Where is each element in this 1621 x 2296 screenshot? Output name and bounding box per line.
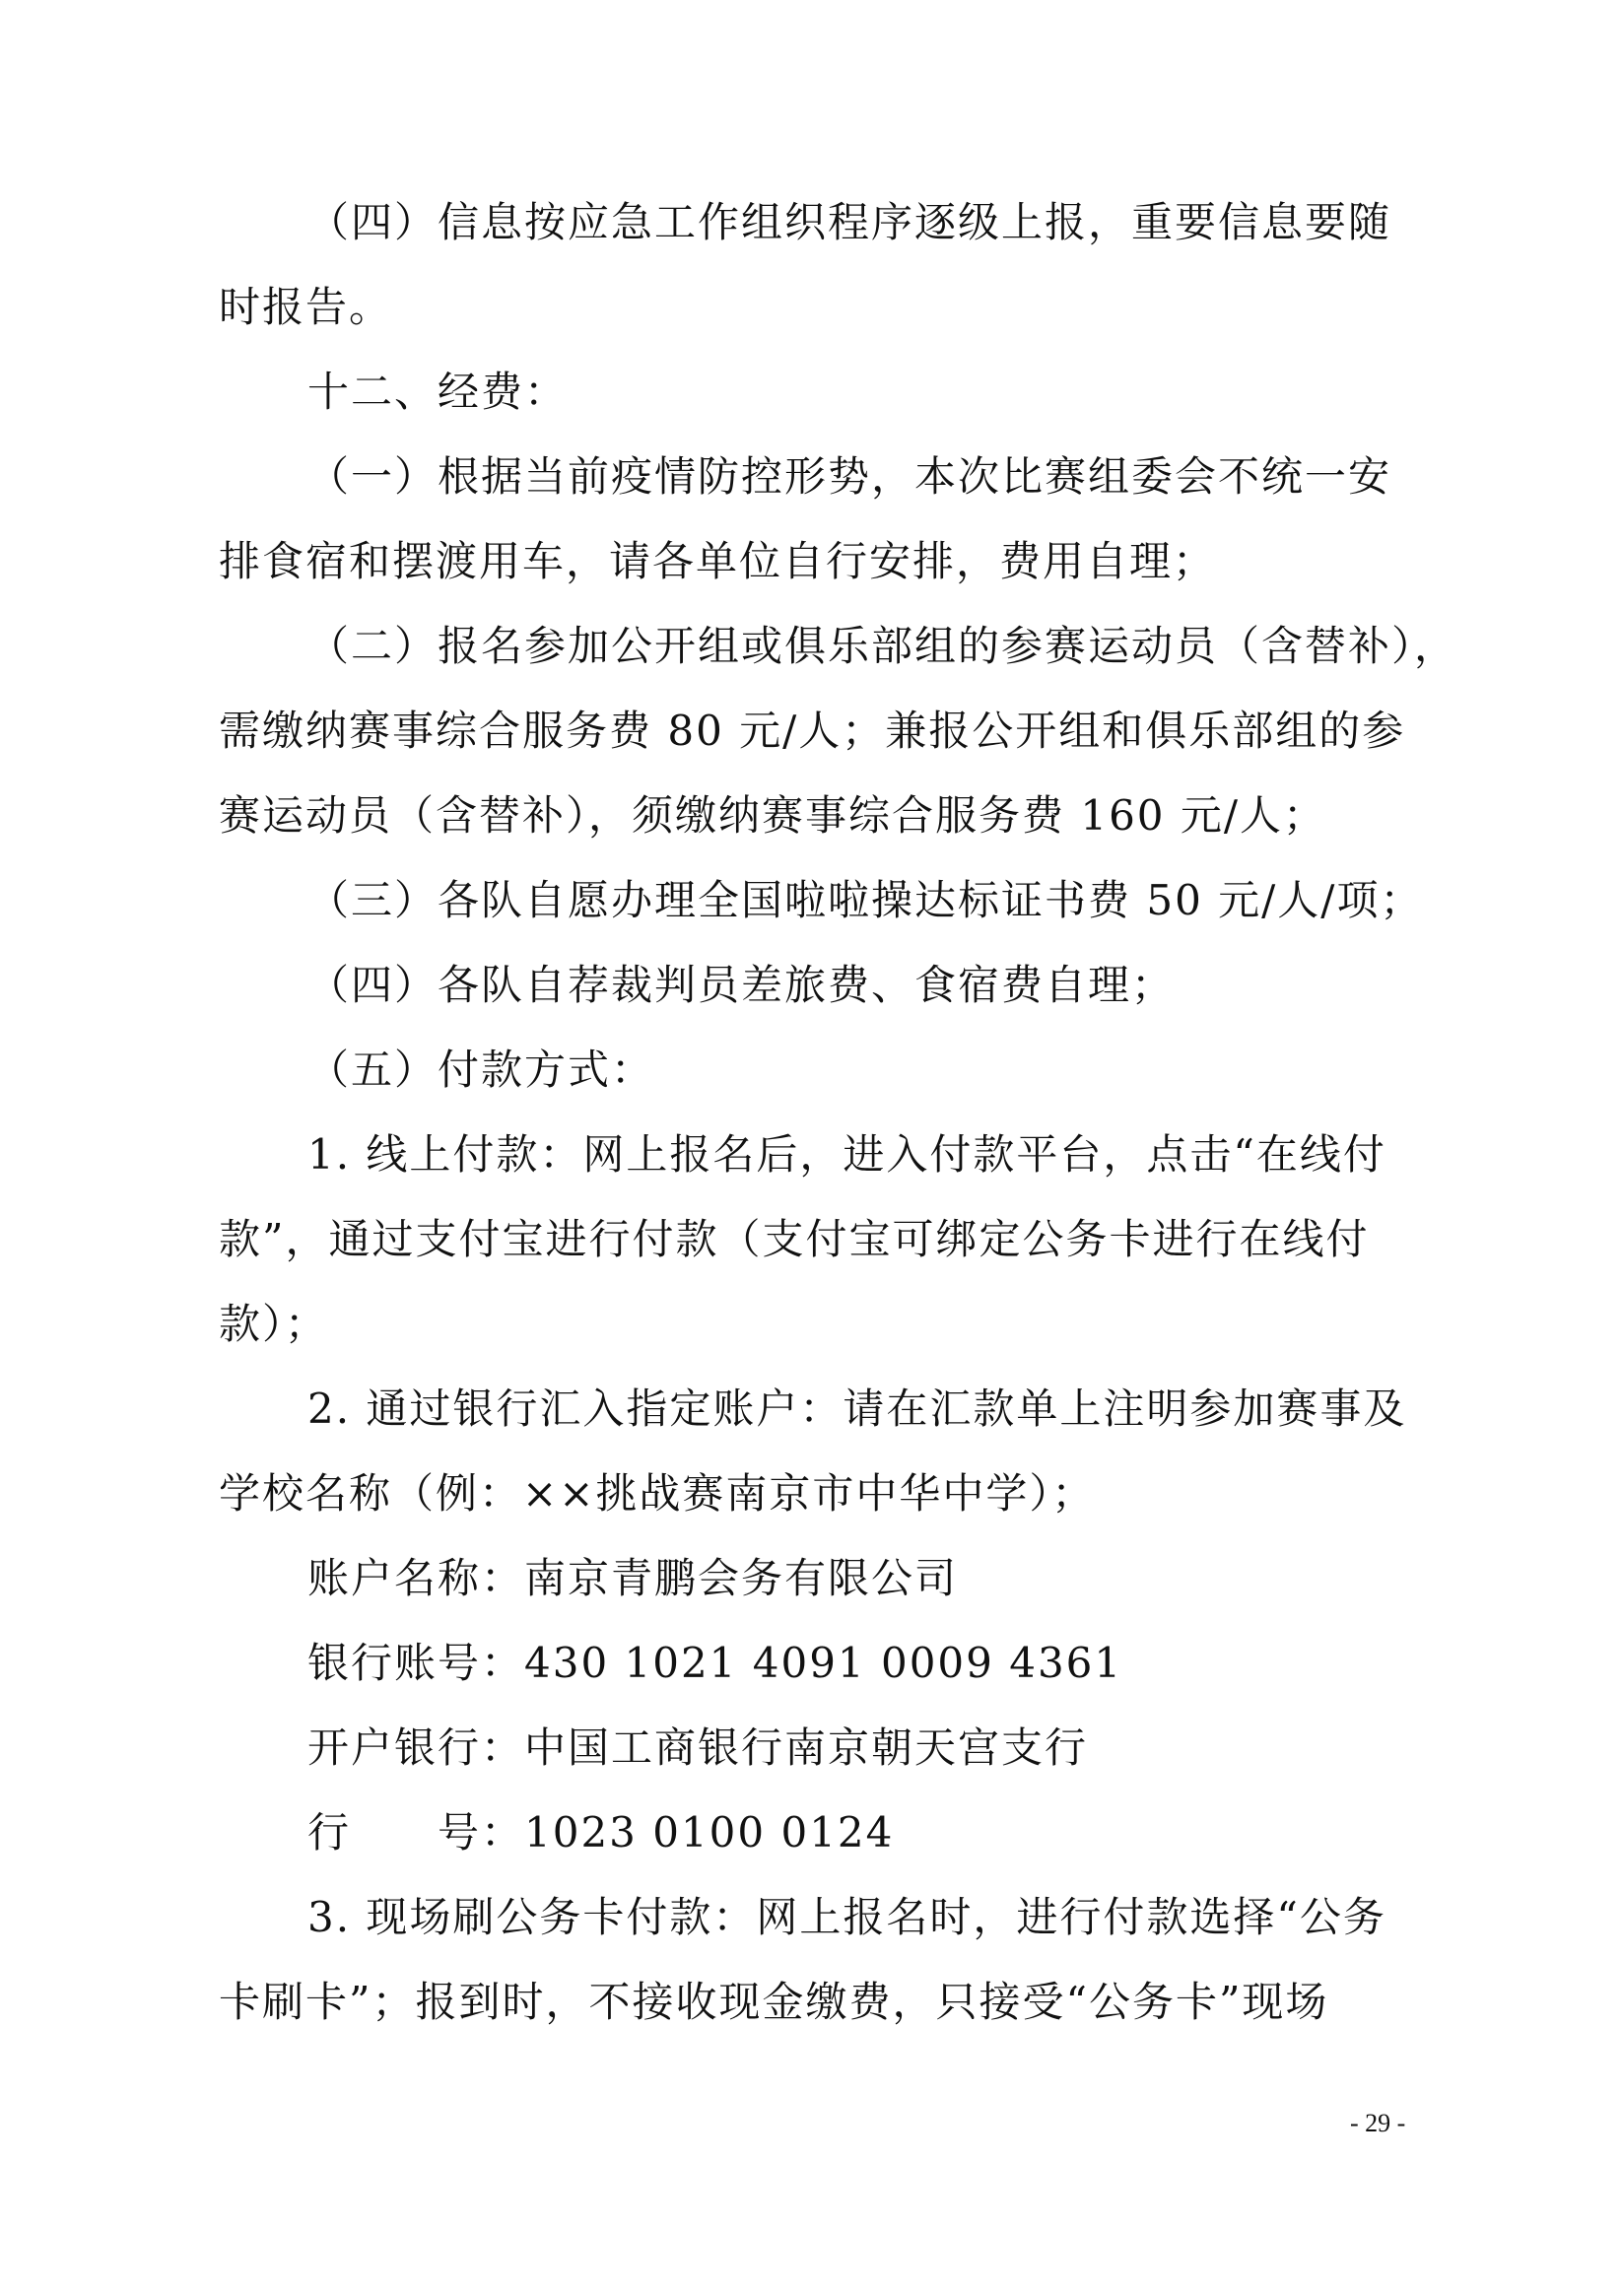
paragraph-line: （一）根据当前疫情防控形势，本次比赛组委会不统一安 (307, 452, 1392, 501)
paragraph-line: 1. 线上付款：网上报名后，进入付款平台，点击“在线付 (307, 1130, 1386, 1179)
section-heading: 十二、经费： (307, 368, 569, 416)
account-number-line: 银行账号：430 1021 4091 0009 4361 (307, 1639, 1123, 1687)
paragraph-line: 3. 现场刷公务卡付款：网上报名时，进行付款选择“公务 (307, 1893, 1386, 1941)
bank-name-line: 开户银行：中国工商银行南京朝天宫支行 (307, 1723, 1089, 1772)
bank-code-line: 行 号：1023 0100 0124 (307, 1808, 895, 1857)
page-number: - 29 - (1350, 2109, 1406, 2137)
paragraph-line: （四）各队自荐裁判员差旅费、食宿费自理； (307, 961, 1176, 1009)
paragraph-line: 2. 通过银行汇入指定账户：请在汇款单上注明参加赛事及 (307, 1384, 1407, 1433)
paragraph-line: 学校名称（例：××挑战赛南京市中华中学）； (219, 1469, 1096, 1518)
paragraph-line: （三）各队自愿办理全国啦啦操达标证书费 50 元/人/项； (307, 876, 1424, 924)
paragraph-line: （二）报名参加公开组或俱乐部组的参赛运动员（含替补）， (307, 622, 1458, 670)
paragraph-line: 款”，通过支付宝进行付款（支付宝可绑定公务卡进行在线付 (219, 1215, 1370, 1263)
paragraph-line: （四）信息按应急工作组织程序逐级上报，重要信息要随 (307, 198, 1392, 246)
paragraph-line: 排食宿和摆渡用车，请各单位自行安排，费用自理； (219, 537, 1217, 585)
account-name-line: 账户名称：南京青鹏会务有限公司 (307, 1554, 959, 1602)
paragraph-line: 需缴纳赛事综合服务费 80 元/人；兼报公开组和俱乐部组的参 (219, 707, 1406, 755)
paragraph-line: 款）； (219, 1300, 329, 1348)
paragraph-line: 卡刷卡”；报到时，不接收现金缴费，只接受“公务卡”现场 (219, 1978, 1329, 2026)
paragraph-line: 赛运动员（含替补），须缴纳赛事综合服务费 160 元/人； (219, 791, 1327, 840)
paragraph-line: （五）付款方式： (307, 1046, 655, 1094)
paragraph-line: 时报告。 (219, 283, 393, 331)
